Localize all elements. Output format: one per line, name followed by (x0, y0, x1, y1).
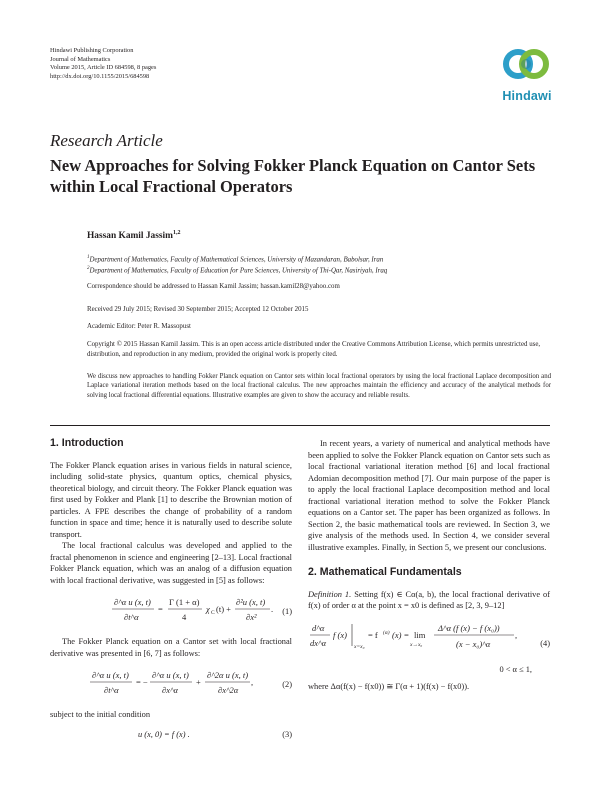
svg-text:,: , (515, 629, 518, 640)
svg-text:dx^α: dx^α (310, 637, 327, 648)
affiliation-num: 2 (87, 266, 90, 271)
svg-text:Γ (1 + α): Γ (1 + α) (169, 597, 200, 607)
svg-text:∂²u (x, t): ∂²u (x, t) (236, 597, 266, 607)
svg-text:∂t^α: ∂t^α (104, 685, 119, 695)
abstract: We discuss new approaches to handling Fokker Planck equation on Cantor sets within local fractional operators by using the local fractional Laplace decomposition and Laplace variational iteration methods based on the local fractional calculus. The new approaches maintain the efficiency and accuracy of the analytical methods for solving local fractional differential equations. Illustrative examples are given to show the accuracy and reliable results. (87, 373, 551, 399)
svg-text:∂t^α: ∂t^α (124, 612, 139, 622)
equation-number: (2) (282, 680, 292, 689)
svg-text:(t) +: (t) + (216, 604, 231, 614)
equation-3-formula: u (x, 0) = f (x) . (138, 729, 190, 739)
svg-text:χ: χ (206, 604, 210, 614)
svg-text:C: C (211, 610, 215, 616)
paragraph: The Fokker Planck equation arises in various fields in natural science, including solid-state physics, quantum optics, chemical physics, theoretical biology, and circuit theory. The Fokker Planck equation was first used by Fokker and Plank [1] to describe the Brownian motion of particles. A FPE describes the change of probability of a random function in space and time; hence it is naturally used to describe solute transport. (50, 460, 292, 539)
svg-text:= f: = f (368, 629, 378, 640)
article-type: Research Article (50, 131, 163, 150)
definition (308, 589, 550, 612)
svg-text:= −: = − (136, 677, 148, 687)
logo-text: Hindawi (502, 89, 552, 103)
equation-4-formula (308, 618, 538, 658)
author-name (87, 230, 180, 241)
section-heading: 1. Introduction (50, 437, 124, 449)
paper-title: New Approaches for Solving Fokker Planck Equation on Cantor Sets within Local Fractional Operators (50, 156, 536, 196)
divider (50, 425, 550, 426)
section-heading: 2. Mathematical Fundamentals (308, 566, 462, 578)
affiliation-text: Department of Mathematics, Faculty of Mathematical Sciences, University of Mazandaran, Babolsar, Iran (89, 256, 384, 264)
equation-1-formula (50, 592, 274, 630)
svg-text:(α): (α) (383, 629, 390, 636)
copyright: Copyright © 2015 Hassan Kamil Jassim. This is an open access article distributed under the Creative Commons Attribution License, which permits unrestricted use, distribution, and reproduction in any medium, provided the original work is properly cited. (87, 341, 541, 358)
doi-link[interactable]: http://dx.doi.org/10.1155/2015/684598 (50, 72, 150, 80)
paragraph: The Fokker Planck equation on a Cantor set with local fractional derivative was presented in [6, 7] as follows: (50, 637, 292, 658)
svg-text:4: 4 (182, 612, 187, 622)
affiliation-2 (87, 264, 557, 275)
svg-text:,: , (251, 677, 254, 687)
equation-4 (308, 618, 550, 658)
equation-3 (50, 729, 292, 745)
affiliation-1 (87, 253, 557, 264)
svg-text:∂^α u (x, t): ∂^α u (x, t) (152, 670, 189, 680)
svg-text:x→x₀: x→x₀ (410, 641, 423, 648)
affiliation-text: Department of Mathematics, Faculty of Education for Pure Sciences, University of Thi-Qar, Nasiriyah, Iraq (89, 267, 388, 275)
volume-info: Volume 2015, Article ID 684598, 8 pages (50, 64, 157, 72)
svg-text:lim: lim (414, 629, 426, 640)
svg-text:d^α: d^α (312, 622, 325, 633)
author-affil: 1,2 (172, 230, 181, 236)
equation-number: (3) (282, 729, 292, 739)
svg-text:Δ^α (f (x) − f (x₀)): Δ^α (f (x) − f (x₀)) (438, 622, 500, 633)
svg-text:(x − x₀)^α: (x − x₀)^α (456, 638, 491, 649)
journal-name: Journal of Mathematics (50, 55, 111, 63)
paragraph: In recent years, a variety of numerical and analytical methods have been applied to solve the Fokker Planck equation on Cantor sets such as local fractional variational iteration method [6] and local fractional Adomian decomposition method [7]. Our main purpose of the paper is to apply the local fractional Laplace decomposition method and local fractional variational iteration method to solve the Fokker Planck equations on a Cantor set. The paper has been organized as follows. In Section 2, the basic mathematical tools are reviewed. In Section 3, we give analysis of the methods used. In Section 4, we consider several illustrative examples. Finally, in Section 5, we present our conclusions. (308, 439, 550, 552)
paragraph: The local fractional calculus was developed and applied to the fractal phenomenon in science and engineering [2–13]. Local fractional Fokker Planck equation, which was an analog of a diffusion equation with local fractional derivative, was suggested in [5] as follows: (50, 541, 292, 585)
svg-text:(x) =: (x) = (392, 629, 410, 640)
journal-header (50, 47, 156, 81)
paragraph: where Δα(f(x) − f(x0)) ≅ Γ(α + 1)(f(x) − f(x0)). (308, 682, 470, 691)
svg-text:f (x): f (x) (333, 629, 347, 640)
definition-label: Definition 1. (308, 589, 352, 599)
svg-text:∂^2α u (x, t): ∂^2α u (x, t) (207, 670, 249, 680)
svg-text:∂x^2α: ∂x^2α (218, 685, 239, 695)
svg-text:∂x^α: ∂x^α (162, 685, 179, 695)
condition: 0 < α ≤ 1, (499, 664, 532, 674)
svg-text:∂x²: ∂x² (246, 612, 257, 622)
equation-number: (4) (540, 638, 550, 648)
editor: Academic Editor: Peter R. Massopust (87, 323, 191, 330)
correspondence: Correspondence should be addressed to Hassan Kamil Jassim; hassan.kamil28@yahoo.com (87, 283, 340, 290)
left-column (50, 438, 292, 751)
dates: Received 29 July 2015; Revised 30 September 2015; Accepted 12 October 2015 (87, 306, 309, 313)
affiliation-num: 1 (87, 255, 90, 260)
equation-number: (1) (282, 607, 292, 616)
paragraph: subject to the initial condition (50, 710, 151, 719)
author-name-text: Hassan Kamil Jassim (87, 231, 173, 242)
svg-text:∂^α u (x, t): ∂^α u (x, t) (114, 597, 151, 607)
equation-1 (50, 592, 292, 630)
svg-text:=: = (158, 604, 163, 614)
right-column (308, 438, 550, 693)
equation-2-formula (50, 665, 270, 703)
svg-text:x=x₀: x=x₀ (354, 643, 365, 650)
publisher: Hindawi Publishing Corporation (50, 47, 134, 54)
equation-2 (50, 665, 292, 703)
svg-text:.: . (271, 604, 274, 614)
svg-text:+: + (196, 677, 201, 687)
definition-text: Setting f(x) ∈ Cα(a, b), the local fractional derivative of f(x) of order α at the point x = x0 is defined as [2, 3, 9–12] (308, 589, 551, 610)
svg-text:∂^α u (x, t): ∂^α u (x, t) (92, 670, 129, 680)
